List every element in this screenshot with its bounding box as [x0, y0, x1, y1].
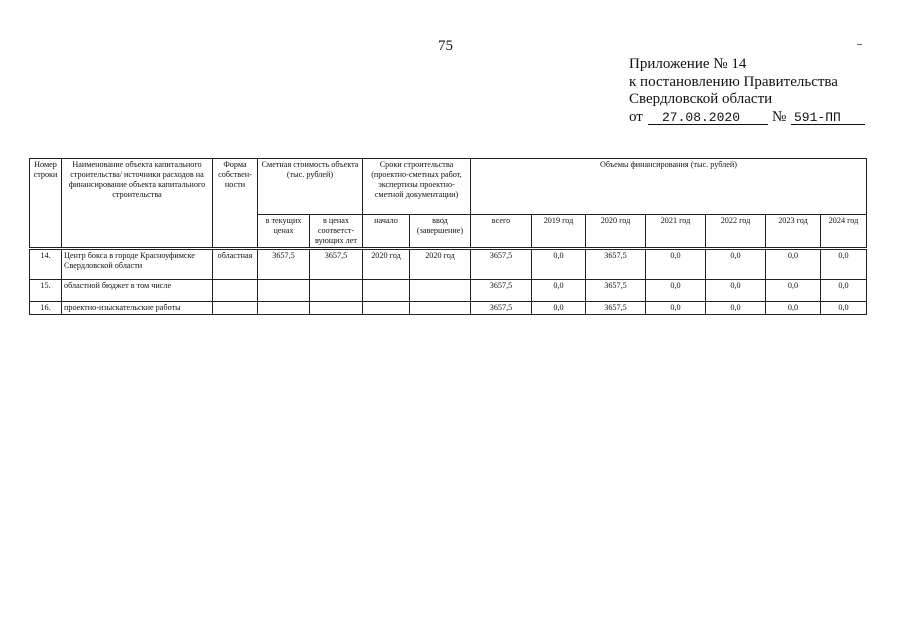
cell-2019: 0,0	[532, 302, 586, 315]
cell-name: проектно-изыскательские работы	[62, 302, 213, 315]
cell-2023: 0,0	[766, 280, 821, 302]
appendix-block	[629, 56, 841, 127]
cell-2019: 0,0	[532, 280, 586, 302]
cell-estimate-current	[258, 280, 310, 302]
cell-2021: 0,0	[646, 250, 706, 280]
cell-num: 14.	[30, 250, 62, 280]
header-funding: Объемы финансирования (тыс. рублей)	[471, 159, 867, 215]
header-name: Наименование объекта капитального строительства/ источники расходов на финансирование объекта капитального строительства	[62, 159, 213, 248]
header-terms: Сроки строительства (проектно-сметных работ, экспертизы проектно-сметной документации)	[363, 159, 471, 215]
header-estimate-years: в ценах соответст-вующих лет	[310, 215, 363, 248]
cell-estimate-years	[310, 302, 363, 315]
cell-total: 3657,5	[471, 302, 532, 315]
header-num: Номер строки	[30, 159, 62, 248]
cell-2020: 3657,5	[586, 280, 646, 302]
cell-2023: 0,0	[766, 302, 821, 315]
header-year-2019: 2019 год	[532, 215, 586, 248]
date-value: 27.08.2020	[648, 109, 768, 125]
cell-2019: 0,0	[532, 250, 586, 280]
cell-estimate-years	[310, 280, 363, 302]
cell-start	[363, 302, 410, 315]
header-row-1	[30, 159, 867, 215]
header-year-2021: 2021 год	[646, 215, 706, 248]
cell-2024: 0,0	[821, 250, 867, 280]
appendix-date-row	[629, 108, 841, 127]
cell-estimate-current	[258, 302, 310, 315]
appendix-title: Приложение № 14	[629, 56, 747, 72]
header-year-2022: 2022 год	[706, 215, 766, 248]
appendix-region: Свердловской области	[629, 91, 773, 107]
scan-mark	[857, 44, 862, 45]
cell-2022: 0,0	[706, 302, 766, 315]
table-row	[30, 250, 867, 280]
page-number: 75	[438, 38, 453, 54]
date-label: от	[629, 108, 643, 125]
cell-2022: 0,0	[706, 280, 766, 302]
cell-name: областной бюджет в том числе	[62, 280, 213, 302]
cell-start: 2020 год	[363, 250, 410, 280]
cell-name: Центр бокса в городе Красноуфимске Свердловской области	[62, 250, 213, 280]
cell-ownership	[213, 280, 258, 302]
cell-estimate-current: 3657,5	[258, 250, 310, 280]
header-estimate: Сметная стоимость объекта (тыс. рублей)	[258, 159, 363, 215]
cell-2021: 0,0	[646, 280, 706, 302]
cell-2022: 0,0	[706, 250, 766, 280]
table-row	[30, 280, 867, 302]
cell-2024: 0,0	[821, 302, 867, 315]
table-row	[30, 302, 867, 315]
header-year-2020: 2020 год	[586, 215, 646, 248]
cell-2021: 0,0	[646, 302, 706, 315]
number-label: №	[772, 108, 787, 125]
cell-ownership: областная	[213, 250, 258, 280]
cell-total: 3657,5	[471, 250, 532, 280]
cell-2024: 0,0	[821, 280, 867, 302]
appendix-reference: к постановлению Правительства	[629, 73, 838, 90]
cell-num: 16.	[30, 302, 62, 315]
cell-num: 15.	[30, 280, 62, 302]
cell-total: 3657,5	[471, 280, 532, 302]
cell-2023: 0,0	[766, 250, 821, 280]
financing-table	[29, 158, 867, 315]
cell-2020: 3657,5	[586, 250, 646, 280]
header-year-2023: 2023 год	[766, 215, 821, 248]
cell-ownership	[213, 302, 258, 315]
cell-estimate-years: 3657,5	[310, 250, 363, 280]
header-year-2024: 2024 год	[821, 215, 867, 248]
header-terms-start: начало	[363, 215, 410, 248]
header-total: всего	[471, 215, 532, 248]
number-value: 591-ПП	[791, 109, 865, 125]
cell-end: 2020 год	[410, 250, 471, 280]
cell-end	[410, 280, 471, 302]
header-ownership: Форма собствен-ности	[213, 159, 258, 248]
header-terms-end: ввод (завершение)	[410, 215, 471, 248]
cell-start	[363, 280, 410, 302]
cell-end	[410, 302, 471, 315]
header-estimate-current: в текущих ценах	[258, 215, 310, 248]
cell-2020: 3657,5	[586, 302, 646, 315]
